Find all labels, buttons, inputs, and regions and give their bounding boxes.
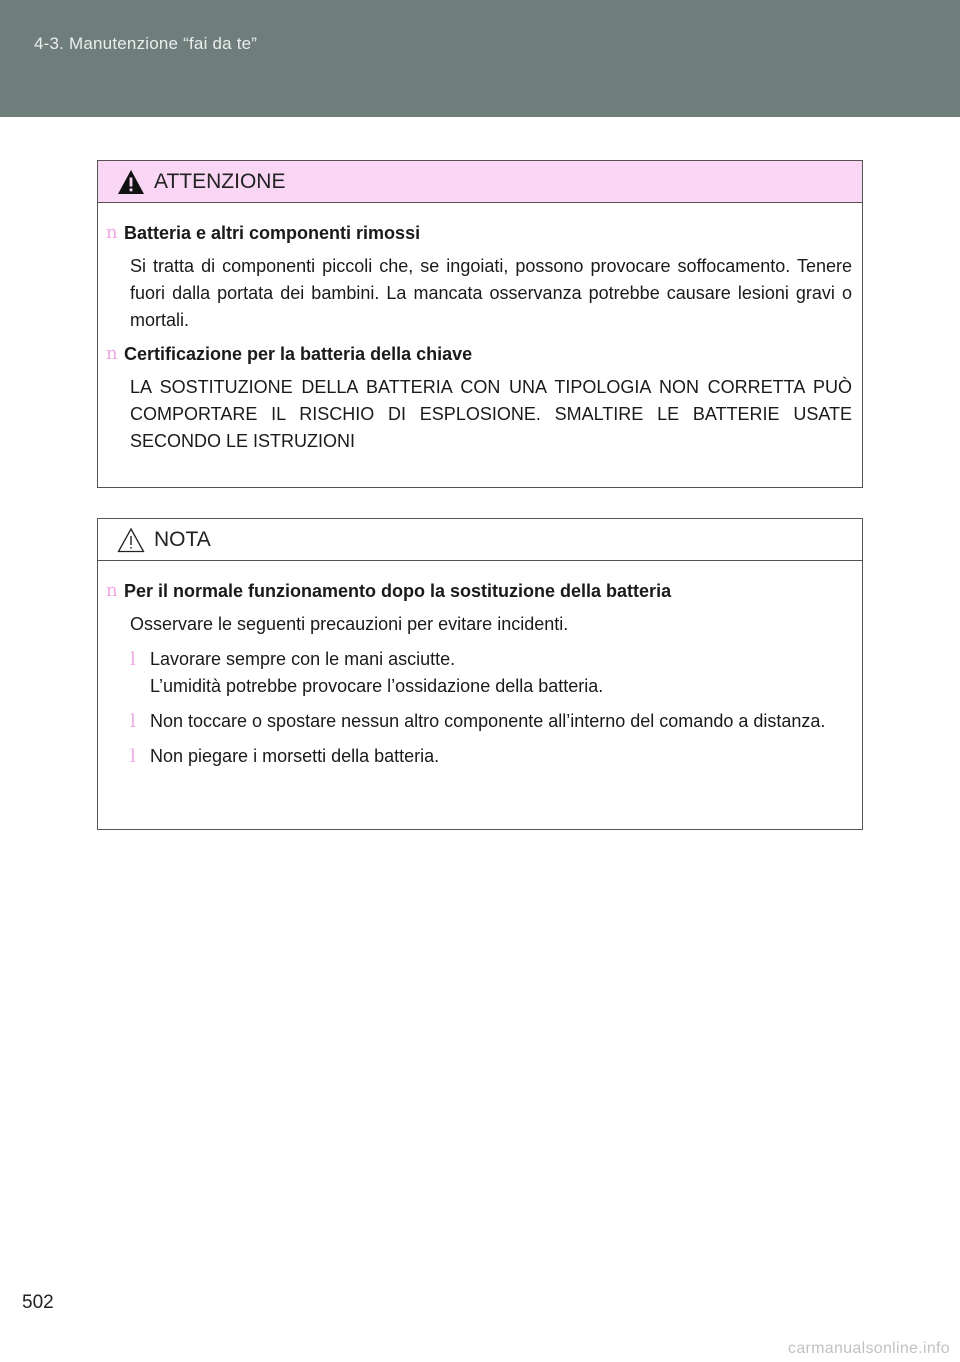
warning-item-text: Si tratta di componenti piccoli che, se ingoiati, possono provocare soffocamento. Tenere fuori dalla portata dei bambini. La mancata osservanza potrebbe causare lesioni gravi o mortali. <box>130 256 852 330</box>
dot-bullet-icon: l <box>130 649 136 670</box>
header-band <box>0 0 960 117</box>
dot-bullet-icon: l <box>130 746 136 767</box>
notice-item-heading: n Per il normale funzionamento dopo la sostituzione della batteria <box>106 580 672 601</box>
warning-item-heading: n Certificazione per la batteria della chiave <box>106 343 473 364</box>
square-bullet-icon: n <box>106 343 118 364</box>
section-title: 4-3. Manutenzione “fai da te” <box>34 34 258 53</box>
notice-bullet: l Non piegare i morsetti della batteria. <box>130 743 852 770</box>
page-number: 502 <box>22 1292 54 1313</box>
warning-item-text: LA SOSTITUZIONE DELLA BATTERIA CON UNA TIPOLOGIA NON CORRETTA PUÒ COMPORTARE IL RISCHIO DI ESPLOSIONE. SMALTIRE LE BATTERIE USATE SECONDO LE ISTRUZIONI <box>130 377 852 451</box>
notice-bullet: l Lavorare sempre con le mani asciutte. L’umidità potrebbe provocare l’ossidazione della batteria. <box>130 646 852 700</box>
warning-box-title: ATTENZIONE <box>154 169 286 193</box>
warning-box-header <box>98 161 862 203</box>
notice-box-header <box>98 519 862 561</box>
notice-intro: Osservare le seguenti precauzioni per evitare incidenti. <box>130 614 569 634</box>
square-bullet-icon: n <box>106 222 118 243</box>
notice-bullet: l Non toccare o spostare nessun altro componente all’interno del comando a distanza. <box>130 708 852 735</box>
watermark: carmanualsonline.info <box>788 1340 950 1357</box>
notice-box <box>97 518 863 830</box>
warning-triangle-icon <box>117 169 145 195</box>
warning-item-heading: n Batteria e altri componenti rimossi <box>106 222 421 243</box>
notice-triangle-icon <box>117 527 145 553</box>
square-bullet-icon: n <box>106 580 118 601</box>
warning-box <box>97 160 863 488</box>
dot-bullet-icon: l <box>130 711 136 732</box>
notice-box-title: NOTA <box>154 527 211 551</box>
